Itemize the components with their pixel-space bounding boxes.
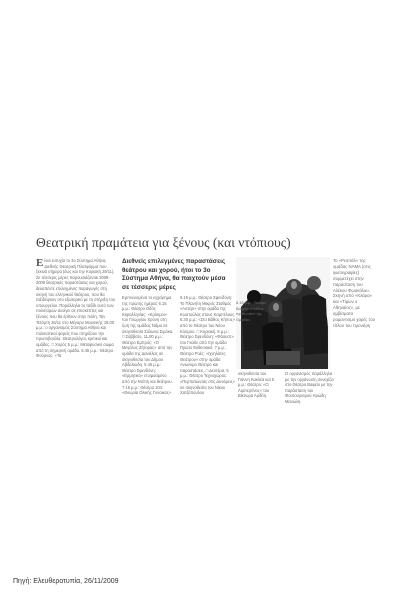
photo-caption: Το «Ρεσιτάλ» της ομάδας NAMA (στις φωτογραφίες) συμμετέχει στην παράσταση του Αλέκου Φωσκόλου. Σκηνή από «Κλάρα» και «Τίμων ο Αθηναίος», με αμβίσματα ρομαντισμό χαρές του τίτλου του τιμονιέρη [333, 258, 375, 328]
article-lead: Διεθνείς επιλεγμένες παραστάσεις θεάτρου και χορού, ήτοι το 3ο Σύστημα Αθήνα, θα παιχτούν μέσα σε τέσσερις μέρες [122, 258, 226, 291]
article-column-5: Ο οργανισμός παράλληλα με την οργάνωση συνεχίζει στο Θέατρο Βαφείο με την παράσταση του Φουτουρισμού Ηρώδη Μανώλη. [285, 371, 334, 404]
article-column-6: 6.15 μ.μ.: Θέατρο Βαφείο: «Λάθος πρόσωπο» της Ομάδας. [236, 300, 267, 322]
article-headline: Θεατρική πραμάτεια για ξένους (και ντόπιους) [36, 235, 291, 250]
column-1-text: ίναι ευτυχία το 3ο Σύστημα Αθήνα, Διεθνής Θεατρική Πλατφόρμα που ξεκινά σήμερα (έως και την Κυριακή 29/11). Σε τέσσερις μέρες παρουσιάζονται 2008-2009 θεατρικές παραστάσεις και χορού, δεκαπέντε επιλεγμένες παραγωγές στη σκηνή του ελληνικού θεάτρου, που θα ταξιδέψουν στο εξωτερικό με τη στήριξη του υπουργείου. Παράλληλα το ταξίδι αυτό των πολιτισμών ανοίγει σε επισκέπτες και ξένους που θα έρθουν στην πόλη. Την Τετάρτη 26/11 στο Μέγαρο Μουσικής 18.00 μ.μ.: ο οργανισμός Σύστημα Αθήνα και πολιτιστικοί φορείς που στηρίζουν την πρωτοβουλία. Θεατρολόγοι, κριτικοί και ομάδες. □ Χορός 5 μ.μ.: Μεταφυσικό σώμα από τη σημερινή ομάδα. 6.45 μ.μ.: Θέατρο Φούρνος: «Τα [36, 258, 116, 359]
article-column-2: Εμπνευσμένα το εγχείρημα της πρώτης ημέρας 6.15 μ.μ.: Θέατρο Οδός Κεφαλληνίας: «Κρίσιμοι» του Γεωργίου Χρόνη στη ζωή της ομάδας Νάμα σε σκηνοθεσία Σόλωνα Σιμόκα. □ Σάββατο, 11.00 μ.μ.: Θέατρο Εμπρός: «Ο Μεγάλος Ζήτορας» από την ομάδα της Δανιέλας σε σκηνοθεσία του Δήμου Αβδελιώδη. 5.45 μ.μ.: Θέατρο Σφενδόνη: «Ερμητικό» ετοιμασμένο από την Ντέπη και θεάτρου. 7.15 μ.μ.: Θέατρο 104: «Θεωρία Ολικής Γυναικός» [122, 295, 174, 396]
dropcap-letter: Ε [36, 257, 44, 269]
article-column-1 [36, 258, 116, 368]
article-column-4: σκηνοθεσία του Γιάννη Κακλέα και 5 μ.μ.: Θέατρο: «Ο Λιμπερτίνος» του Βίκτωρα Αρδίτη. [238, 371, 275, 399]
source-citation: Πηγή: Ελευθεροτυπία, 26/11/2009 [13, 578, 119, 585]
article-column-3: 9.15 μ.μ.: Θέατρο Σφενδόνη: Το Πλανήτη Μικρός Σταθμός «Αστέρι» στην ομάδα της Κωστούλας στους Καμπέλους. 6.30 μ.μ.: «Στο Βάθος Κήπος» από το Θέατρο του Νέου Κόσμου. □ Κυριακή, 6 μ.μ.: Θέατρο Σφενδόνη: «Φάουστ» του Γκαίτε από την ομάδα Πρώτο Εκθεσιακό. 7 μ.μ.: Θέατρο Ροές: «Ιχνηλάτες Θεάτρου» στην ομάδα Ανώνυμο Θέατρο και παραστάσεις. □ Δευτέρα, 5 μ.μ.: Θέατρο Τεχνοχώρος: «Περπατώντας στις Δυνάμεις» σε σκηνοθεσία του Νίκου Χατζόπουλου [180, 295, 236, 396]
